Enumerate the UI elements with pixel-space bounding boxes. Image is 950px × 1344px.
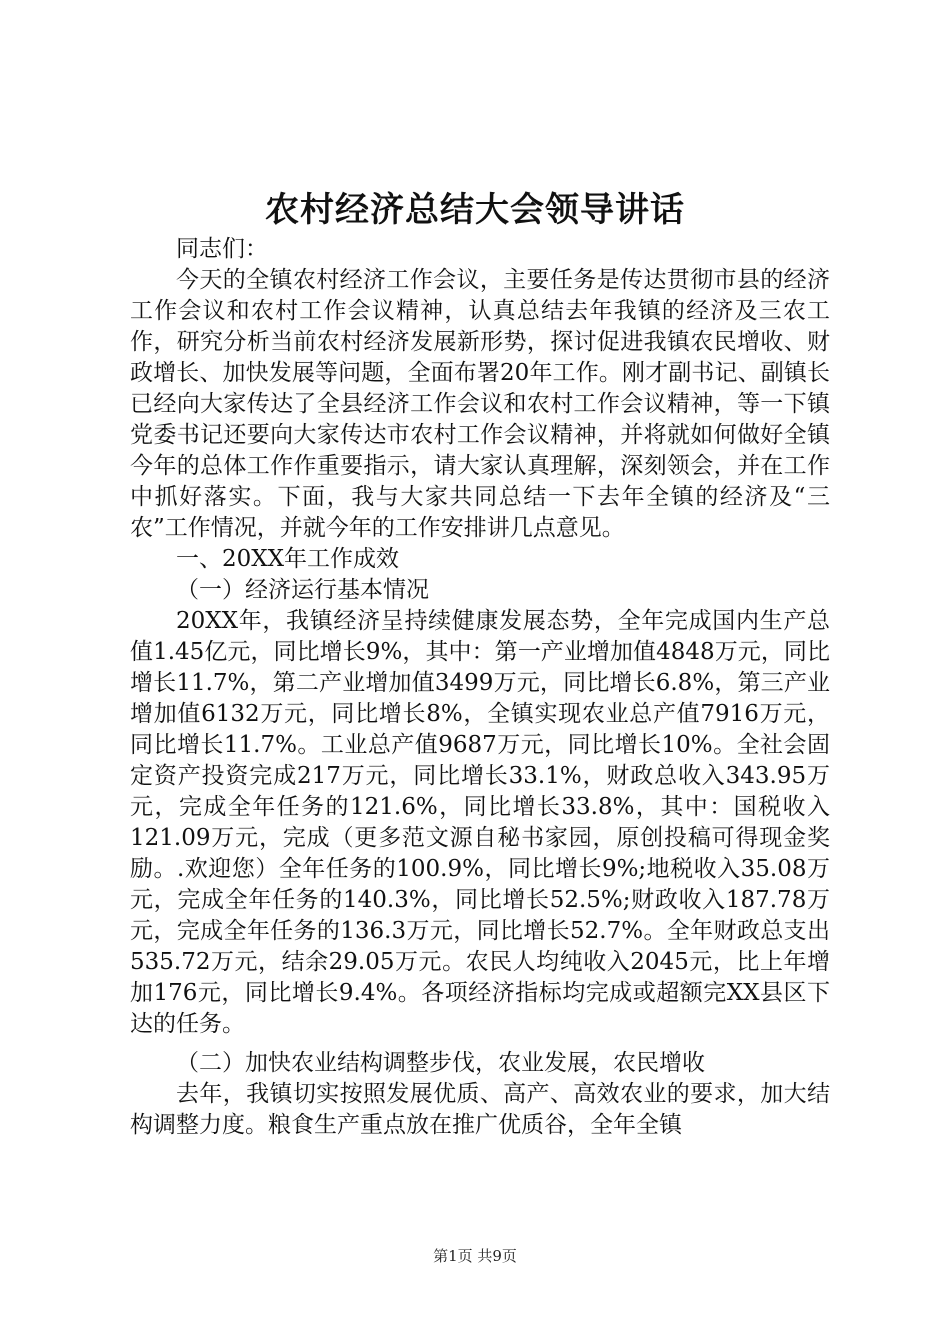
- document-body: [130, 234, 830, 1141]
- section-heading: 一、20XX年工作成效: [176, 546, 400, 572]
- page-number-footer: 第1页 共9页: [433, 1247, 517, 1265]
- greeting: 同志们：: [176, 236, 268, 262]
- agriculture-paragraph: 去年，我镇切实按照发展优质、高产、高效农业的要求，加大结构调整力度。粮食生产重点放在推广优质谷，全年全镇: [130, 1081, 830, 1138]
- subsection-heading: （二）加快农业结构调整步伐，农业发展，农民增收: [176, 1050, 705, 1076]
- intro-paragraph: 今天的全镇农村经济工作会议，主要任务是传达贯彻市县的经济工作会议和农村工作会议精神，认真总结去年我镇的经济及三农工作，研究分析当前农村经济发展新形势，探讨促进我镇农民增收、财政增长、加快发展等问题，全面布署20年工作。刚才副书记、副镇长已经向大家传达了全县经济工作会议和农村工作会议精神，等一下镇党委书记还要向大家传达市农村工作会议精神，并将就如何做好全镇今年的总体工作作重要指示，请大家认真理解，深刻领会，并在工作中抓好落实。下面，我与大家共同总结一下去年全镇的经济及“三农”工作情况，并就今年的工作安排讲几点意见。: [130, 267, 830, 541]
- subsection-heading: （一）经济运行基本情况: [176, 577, 429, 603]
- economy-paragraph: 20XX年，我镇经济呈持续健康发展态势，全年完成国内生产总值1.45亿元，同比增长9%，其中：第一产业增加值4848万元，同比增长11.7%，第二产业增加值3499万元，同比增长6.8%，第三产业增加值6132万元，同比增长8%，全镇实现农业总产值7916万元，同比增长11.7%。工业总产值9687万元，同比增长10%。全社会固定资产投资完成217万元，同比增长33.1%，财政总收入343.95万元，完成全年任务的121.6%，同比增长33.8%，其中：国税收入121.09万元，完成（更多范文源自秘书家园，原创投稿可得现金奖励。.欢迎您）全年任务的100.9%，同比增长9%;地税收入35.08万元，完成全年任务的140.3%，同比增长52.5%;财政收入187.78万元，完成全年任务的136.3万元，同比增长52.7%。全年财政总支出535.72万元，结余29.05万元。农民人均纯收入2045元，比上年增加176元，同比增长9.4%。各项经济指标均完成或超额完XX县区下达的任务。: [130, 608, 830, 1037]
- document-title: 农村经济总结大会领导讲话: [265, 190, 685, 230]
